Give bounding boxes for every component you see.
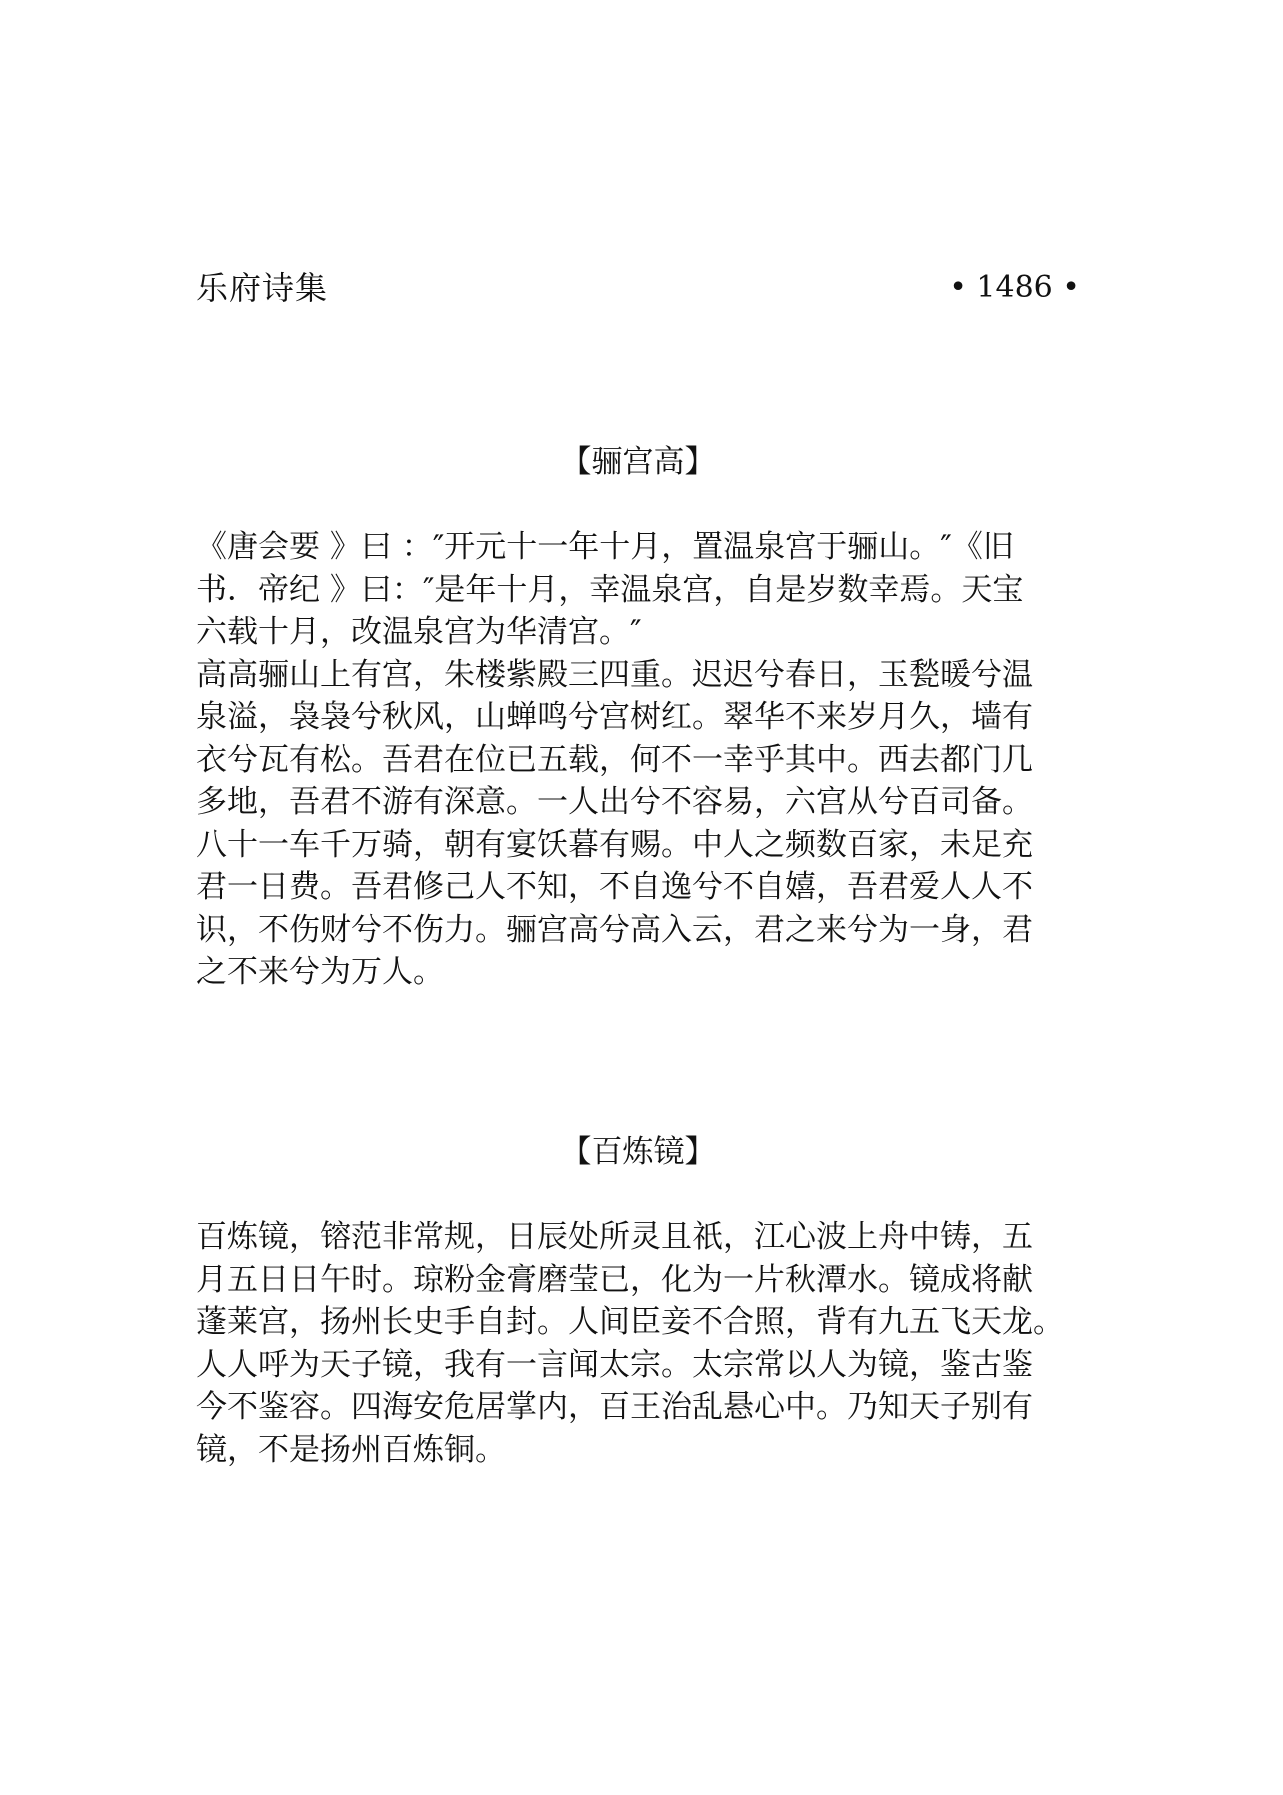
text-line: 之不来兮为万人。 [196,954,444,990]
text-line: 《唐会要 》曰 ：″开元十一年十月，置温泉宫于骊山。″《旧 [196,529,1014,565]
text-line: 蓬莱宫，扬州长史手自封。人间臣妾不合照，背有九五飞天龙。 [196,1304,1064,1340]
poem-title: 【骊宫高】 [560,444,716,480]
text-line: 八十一车千万骑，朝有宴饫暮有赐。中人之频数百家，未足充 [196,826,1033,863]
text-line: 君一日费。吾君修己人不知，不自逸兮不自嬉，吾君爱人人不 [196,869,1033,905]
text-line: 书．帝纪 》曰：″是年十月，幸温泉宫，自是岁数幸焉。天宝 [196,571,1024,608]
text-line: 人人呼为天子镜，我有一言闻太宗。太宗常以人为镜，鉴古鉴 [196,1346,1033,1383]
text-line: 衣兮瓦有松。吾君在位已五载，何不一幸乎其中。西去都门几 [196,741,1033,778]
text-line: 识，不伤财兮不伤力。骊宫高兮高入云，君之来兮为一身，君 [196,911,1033,948]
text-line: 高高骊山上有宫，朱楼紫殿三四重。迟迟兮春日，玉甃暖兮温 [196,656,1033,693]
page-number: • 1486 • [949,270,1080,305]
text-line: 今不鉴容。四海安危居掌内，百王治乱悬心中。乃知天子别有 [196,1389,1033,1425]
poem-section-bailianjing [196,1130,1096,1471]
poem-text [196,1216,1096,1471]
poem-text [196,526,1096,994]
text-line: 多地，吾君不游有深意。一人出兮不容易，六宫从兮百司备。 [196,784,1033,820]
poem-section-ligonggao [196,440,1096,994]
text-line: 镜，不是扬州百炼铜。 [196,1431,506,1468]
poem-title: 【百炼镜】 [560,1134,716,1170]
book-title: 乐府诗集 [196,269,329,307]
text-line: 百炼镜，镕范非常规，日辰处所灵且祇，江心波上舟中铸，五 [196,1219,1033,1255]
text-line: 六载十月，改温泉宫为华清宫。″ [196,614,642,650]
text-line: 泉溢，袅袅兮秋风，山蝉鸣兮宫树红。翠华不来岁月久，墙有 [196,699,1033,735]
text-line: 月五日日午时。琼粉金膏磨莹已，化为一片秋潭水。镜成将献 [196,1261,1033,1298]
page-header [196,268,1080,308]
